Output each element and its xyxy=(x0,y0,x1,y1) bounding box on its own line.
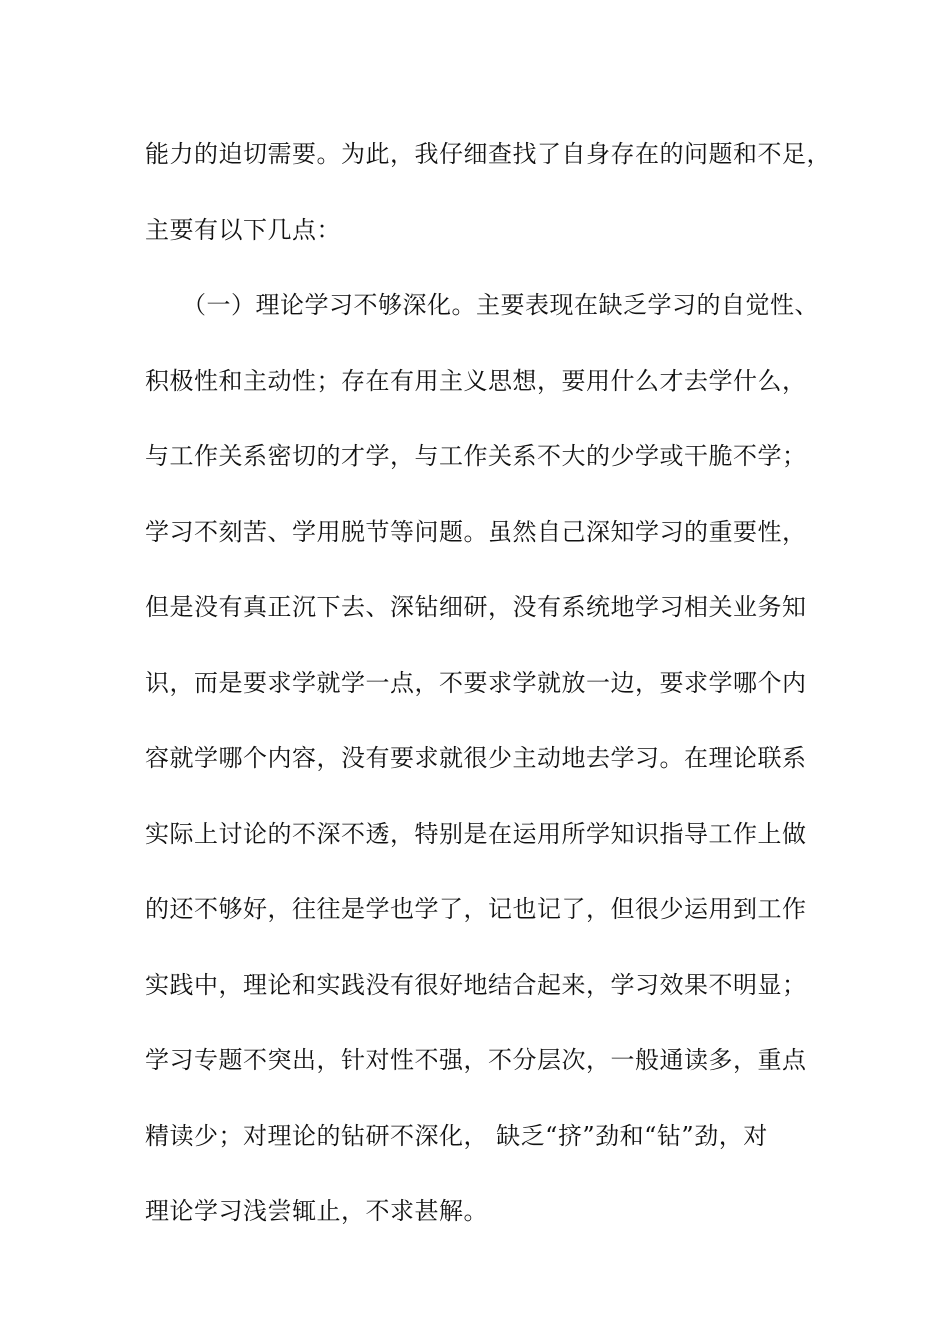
text-line: 学习专题不突出，针对性不强，不分层次，一般通读多，重点 xyxy=(145,1046,807,1074)
text-line: 主要有以下几点： xyxy=(145,215,341,244)
text-line: （一）理论学习不够深化。主要表现在缺乏学习的自觉性、 xyxy=(145,291,819,319)
text-line: 学习不刻苦、学用脱节等问题。虽然自己深知学习的重要性， xyxy=(145,517,807,546)
text-line: 积极性和主动性；存在有用主义思想，要用什么才去学什么， xyxy=(145,366,807,395)
text-line: 实际上讨论的不深不透，特别是在运用所学知识指导工作上做 xyxy=(145,819,807,848)
text-line: 识，而是要求学就学一点，不要求学就放一边，要求学哪个内 xyxy=(145,668,807,697)
text-line: 精读少；对理论的钻研不深化， 缺乏“挤”劲和“钻”劲，对 xyxy=(145,1121,768,1150)
body-text xyxy=(145,124,845,1257)
text-line: 能力的迫切需要。为此，我仔细查找了自身存在的问题和不足， xyxy=(145,140,831,168)
text-line: 但是没有真正沉下去、深钻细研，没有系统地学习相关业务知 xyxy=(145,593,807,621)
text-line: 的还不够好，往往是学也学了，记也记了，但很少运用到工作 xyxy=(145,895,807,923)
text-line: 与工作关系密切的才学，与工作关系不大的少学或干脆不学； xyxy=(145,442,807,470)
text-line: 实践中，理论和实践没有很好地结合起来，学习效果不明显； xyxy=(145,970,807,999)
text-line: 容就学哪个内容，没有要求就很少主动地去学习。在理论联系 xyxy=(145,744,807,772)
text-line: 理论学习浅尝辄止，不求甚解。 xyxy=(145,1197,488,1225)
